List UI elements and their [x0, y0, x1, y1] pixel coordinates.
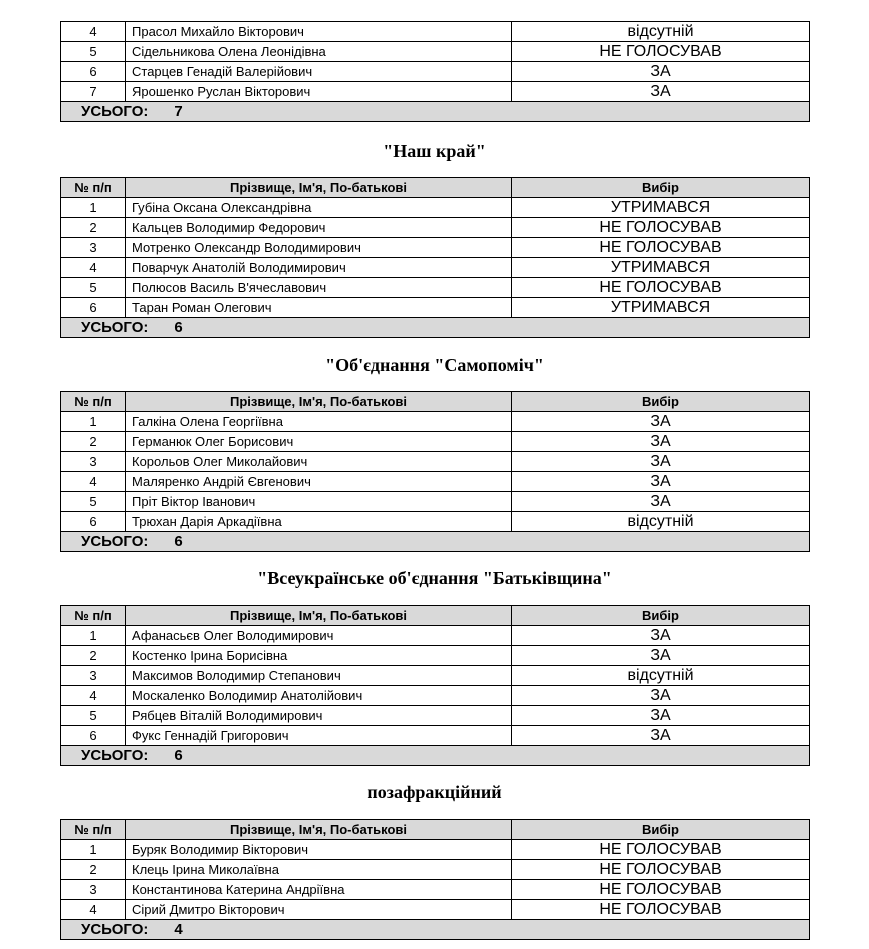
deputy-name: Москаленко Володимир Анатолійович	[126, 686, 512, 706]
header-num: № п/п	[61, 820, 126, 840]
row-number: 3	[61, 666, 126, 686]
vote-choice: ЗА	[512, 82, 810, 102]
row-number: 3	[61, 452, 126, 472]
row-number: 3	[61, 880, 126, 900]
table-header-row	[61, 392, 810, 412]
vote-choice: ЗА	[512, 432, 810, 452]
total-cell	[61, 746, 810, 766]
total-count: 6	[174, 319, 183, 336]
row-number: 4	[61, 22, 126, 42]
header-vote: Вибір	[512, 606, 810, 626]
deputy-name: Мотренко Олександр Володимирович	[126, 238, 512, 258]
vote-choice: ЗА	[512, 62, 810, 82]
vote-choice: ЗА	[512, 626, 810, 646]
vote-choice: ЗА	[512, 686, 810, 706]
row-number: 5	[61, 42, 126, 62]
total-count: 6	[174, 533, 183, 550]
deputy-name: Кальцев Володимир Федорович	[126, 218, 512, 238]
header-name: Прізвище, Ім'я, По-батькові	[126, 178, 512, 198]
table-row	[61, 82, 810, 102]
row-number: 7	[61, 82, 126, 102]
deputy-name: Таран Роман Олегович	[126, 298, 512, 318]
row-number: 2	[61, 860, 126, 880]
total-cell	[61, 532, 810, 552]
table-row	[61, 626, 810, 646]
total-label: УСЬОГО:	[81, 921, 149, 938]
deputy-name: Фукс Геннадій Григорович	[126, 726, 512, 746]
vote-choice: НЕ ГОЛОСУВАВ	[512, 278, 810, 298]
table-row	[61, 512, 810, 532]
row-number: 4	[61, 900, 126, 920]
total-count: 7	[174, 103, 183, 120]
deputy-name: Германюк Олег Борисович	[126, 432, 512, 452]
vote-choice: відсутній	[512, 22, 810, 42]
table-header-row	[61, 820, 810, 840]
row-number: 6	[61, 62, 126, 82]
table-row	[61, 840, 810, 860]
row-number: 6	[61, 298, 126, 318]
table-row	[61, 432, 810, 452]
table-row	[61, 726, 810, 746]
faction-title: "Всеукраїнське об'єднання "Батьківщина"	[257, 568, 612, 588]
row-number: 6	[61, 726, 126, 746]
row-number: 1	[61, 626, 126, 646]
deputy-name: Буряк Володимир Вікторович	[126, 840, 512, 860]
row-number: 4	[61, 472, 126, 492]
header-num: № п/п	[61, 392, 126, 412]
table-row	[61, 412, 810, 432]
vote-choice: НЕ ГОЛОСУВАВ	[512, 900, 810, 920]
deputy-name: Максимов Володимир Степанович	[126, 666, 512, 686]
deputy-name: Ярошенко Руслан Вікторович	[126, 82, 512, 102]
voting-table-continued	[60, 21, 810, 122]
table-row	[61, 42, 810, 62]
total-label: УСЬОГО:	[81, 103, 149, 120]
row-number: 2	[61, 432, 126, 452]
total-count: 6	[174, 747, 183, 764]
table-row	[61, 238, 810, 258]
vote-choice: ЗА	[512, 492, 810, 512]
row-number: 4	[61, 686, 126, 706]
table-row	[61, 258, 810, 278]
header-vote: Вибір	[512, 178, 810, 198]
deputy-name: Галкіна Олена Георгіївна	[126, 412, 512, 432]
deputy-name: Корольов Олег Миколайович	[126, 452, 512, 472]
deputy-name: Клець Ірина Миколаївна	[126, 860, 512, 880]
vote-choice: ЗА	[512, 452, 810, 472]
table-row	[61, 646, 810, 666]
row-number: 5	[61, 492, 126, 512]
row-number: 3	[61, 238, 126, 258]
vote-choice: ЗА	[512, 646, 810, 666]
table-row	[61, 492, 810, 512]
table-row	[61, 860, 810, 880]
row-number: 2	[61, 646, 126, 666]
header-name: Прізвище, Ім'я, По-батькові	[126, 606, 512, 626]
row-number: 6	[61, 512, 126, 532]
row-number: 4	[61, 258, 126, 278]
vote-choice: НЕ ГОЛОСУВАВ	[512, 880, 810, 900]
deputy-name: Пріт Віктор Іванович	[126, 492, 512, 512]
deputy-name: Афанасьєв Олег Володимирович	[126, 626, 512, 646]
vote-choice: ЗА	[512, 412, 810, 432]
table-row	[61, 686, 810, 706]
row-number: 5	[61, 278, 126, 298]
deputy-name: Костенко Ірина Борисівна	[126, 646, 512, 666]
table-header-row	[61, 178, 810, 198]
table-row	[61, 198, 810, 218]
header-name: Прізвище, Ім'я, По-батькові	[126, 820, 512, 840]
faction-title: "Об'єднання "Самопоміч"	[325, 355, 544, 375]
deputy-name: Рябцев Віталій Володимирович	[126, 706, 512, 726]
total-cell	[61, 318, 810, 338]
vote-choice: НЕ ГОЛОСУВАВ	[512, 218, 810, 238]
faction-title: "Наш край"	[383, 141, 486, 161]
deputy-name: Поварчук Анатолій Володимирович	[126, 258, 512, 278]
voting-table-nash-krai	[60, 177, 810, 338]
vote-choice: відсутній	[512, 512, 810, 532]
total-label: УСЬОГО:	[81, 533, 149, 550]
total-row	[61, 318, 810, 338]
vote-choice: НЕ ГОЛОСУВАВ	[512, 42, 810, 62]
table-row	[61, 706, 810, 726]
total-cell	[61, 102, 810, 122]
vote-choice: УТРИМАВСЯ	[512, 198, 810, 218]
total-row	[61, 746, 810, 766]
deputy-name: Сідельникова Олена Леонідівна	[126, 42, 512, 62]
vote-choice: НЕ ГОЛОСУВАВ	[512, 238, 810, 258]
deputy-name: Трюхан Дарія Аркадіївна	[126, 512, 512, 532]
faction-title: позафракційний	[367, 782, 502, 802]
row-number: 1	[61, 840, 126, 860]
table-row	[61, 880, 810, 900]
vote-choice: УТРИМАВСЯ	[512, 298, 810, 318]
table-row	[61, 666, 810, 686]
total-row	[61, 532, 810, 552]
table-row	[61, 900, 810, 920]
deputy-name: Губіна Оксана Олександрівна	[126, 198, 512, 218]
header-num: № п/п	[61, 178, 126, 198]
vote-choice: ЗА	[512, 726, 810, 746]
vote-choice: ЗА	[512, 706, 810, 726]
total-label: УСЬОГО:	[81, 747, 149, 764]
voting-table-independent	[60, 819, 810, 940]
voting-table-samopomich	[60, 391, 810, 552]
total-count: 4	[174, 921, 183, 938]
header-vote: Вибір	[512, 820, 810, 840]
row-number: 2	[61, 218, 126, 238]
row-number: 5	[61, 706, 126, 726]
deputy-name: Прасол Михайло Вікторович	[126, 22, 512, 42]
table-header-row	[61, 606, 810, 626]
total-cell	[61, 920, 810, 940]
row-number: 1	[61, 412, 126, 432]
table-row	[61, 22, 810, 42]
total-row	[61, 920, 810, 940]
row-number: 1	[61, 198, 126, 218]
header-vote: Вибір	[512, 392, 810, 412]
deputy-name: Сірий Дмитро Вікторович	[126, 900, 512, 920]
vote-choice: відсутній	[512, 666, 810, 686]
vote-choice: НЕ ГОЛОСУВАВ	[512, 860, 810, 880]
deputy-name: Константинова Катерина Андріївна	[126, 880, 512, 900]
deputy-name: Старцев Генадій Валерійович	[126, 62, 512, 82]
vote-choice: ЗА	[512, 472, 810, 492]
vote-choice: НЕ ГОЛОСУВАВ	[512, 840, 810, 860]
table-row	[61, 452, 810, 472]
total-label: УСЬОГО:	[81, 319, 149, 336]
voting-table-batkivshchyna	[60, 605, 810, 766]
deputy-name: Маляренко Андрій Євгенович	[126, 472, 512, 492]
header-num: № п/п	[61, 606, 126, 626]
table-row	[61, 472, 810, 492]
table-row	[61, 62, 810, 82]
vote-choice: УТРИМАВСЯ	[512, 258, 810, 278]
table-row	[61, 218, 810, 238]
deputy-name: Полюсов Василь В'ячеславович	[126, 278, 512, 298]
table-row	[61, 278, 810, 298]
header-name: Прізвище, Ім'я, По-батькові	[126, 392, 512, 412]
table-row	[61, 298, 810, 318]
total-row	[61, 102, 810, 122]
